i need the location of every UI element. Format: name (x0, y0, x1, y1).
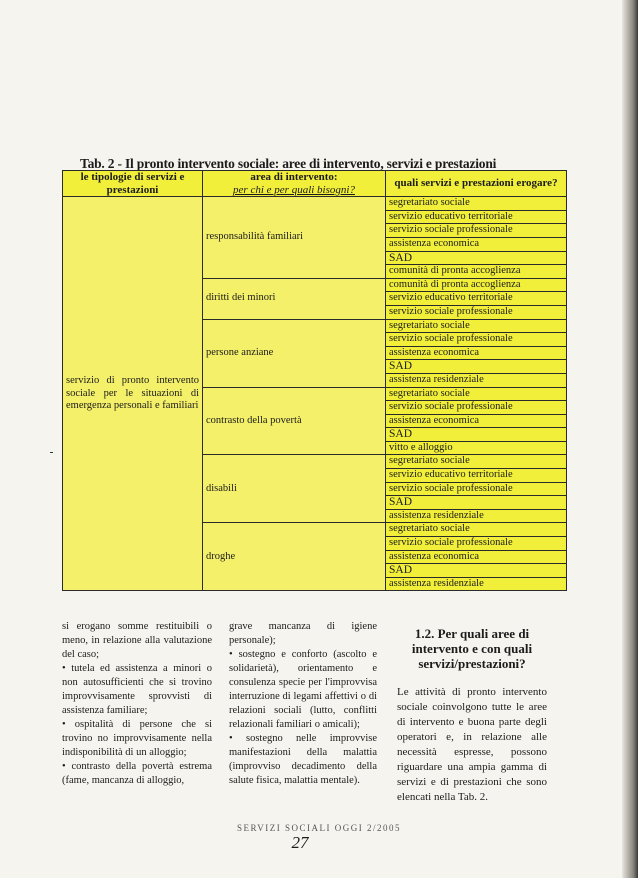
service-cell: servizio sociale professionale (386, 333, 567, 347)
service-cell: comunità di pronta accoglienza (386, 278, 567, 292)
text-column-1 (62, 620, 212, 788)
paragraph: • contrasto della povertà estrema (fame, mancanza di alloggio, (62, 761, 212, 786)
text-column-3 (397, 620, 547, 805)
service-cell: assistenza economica (386, 414, 567, 428)
service-cell: servizio sociale professionale (386, 224, 567, 238)
service-cell: segretariato sociale (386, 319, 567, 333)
area-cell: droghe (203, 523, 386, 591)
service-cell: servizio educativo territoriale (386, 469, 567, 483)
header-tipologie: le tipologie di servizi e prestazioni (63, 171, 203, 197)
service-cell: segretariato sociale (386, 197, 567, 211)
service-cell: servizio sociale professionale (386, 401, 567, 415)
service-cell: SAD (386, 251, 567, 265)
service-cell: vitto e alloggio (386, 441, 567, 455)
service-cell: SAD (386, 428, 567, 442)
tipologia-cell: servizio di pronto intervento sociale per le situazioni di emergenza personali e familiari (63, 197, 203, 591)
service-cell: assistenza residenziale (386, 509, 567, 523)
header-area (203, 171, 386, 197)
service-cell: comunità di pronta accoglienza (386, 265, 567, 279)
table-header-row (63, 171, 567, 197)
paragraph: si erogano somme restituibili o meno, in relazione alla valutazione del caso; (62, 621, 212, 660)
service-cell: servizio educativo territoriale (386, 210, 567, 224)
header-area-main: area di intervento: (250, 171, 338, 183)
text-column-2 (229, 620, 377, 788)
paragraph: • sostegno e conforto (ascolto e solidarietà), orientamento e consulenza specie per l'improvvisa interruzione di legami affettivi o di relazioni sociali (lutto, conflitti relazionali familiari o amicali); (229, 649, 377, 730)
paragraph: • ospitalità di persone che si trovino no improvvisamente nella indisponibilità di un alloggio; (62, 719, 212, 758)
header-servizi: quali servizi e prestazioni erogare? (386, 171, 567, 197)
service-cell: segretariato sociale (386, 387, 567, 401)
page-number: 27 (291, 833, 309, 852)
service-cell: SAD (386, 496, 567, 510)
journal-footer: SERVIZI SOCIALI OGGI 2/2005 (236, 823, 402, 833)
service-cell: servizio educativo territoriale (386, 292, 567, 306)
service-cell: SAD (386, 564, 567, 578)
services-table (62, 170, 567, 591)
table-caption: Tab. 2 - Il pronto intervento sociale: aree di intervento, servizi e prestazioni (80, 156, 497, 171)
service-cell: segretariato sociale (386, 455, 567, 469)
page-edge (622, 0, 638, 878)
paragraph: grave mancanza di igiene personale); (229, 621, 377, 646)
service-cell: assistenza residenziale (386, 577, 567, 591)
header-area-sub: per chi e per quali bisogni? (233, 183, 355, 196)
service-cell: assistenza economica (386, 237, 567, 251)
service-cell: assistenza economica (386, 550, 567, 564)
table-row (63, 197, 567, 211)
service-cell: assistenza economica (386, 346, 567, 360)
section-body: Le attività di pronto intervento sociale coinvolgono tutte le aree di intervento e buona parte degli operatori e, in relazione alle necessità espresse, possono riguardare una ampia gamma di servizi e di prestazioni che sono elencati nella Tab. 2. (397, 686, 547, 803)
margin-mark (50, 452, 53, 453)
service-cell: assistenza residenziale (386, 373, 567, 387)
service-cell: servizio sociale professionale (386, 482, 567, 496)
area-cell: diritti dei minori (203, 278, 386, 319)
paragraph: • tutela ed assistenza a minori o non autosufficienti che si trovino improvvisamente sprovvisti di assistenza familiare; (62, 663, 212, 716)
area-cell: persone anziane (203, 319, 386, 387)
service-cell: servizio sociale professionale (386, 537, 567, 551)
service-cell: servizio sociale professionale (386, 305, 567, 319)
area-cell: responsabilità familiari (203, 197, 386, 279)
service-cell: segretariato sociale (386, 523, 567, 537)
area-cell: disabili (203, 455, 386, 523)
paragraph: • sostegno nelle improvvise manifestazioni della malattia (improvviso decadimento della salute fisica, malattia mentale). (229, 733, 377, 786)
service-cell: SAD (386, 360, 567, 374)
table-body (63, 197, 567, 591)
section-heading: 1.2. Per quali aree di intervento e con quali servizi/prestazioni? (411, 626, 533, 671)
area-cell: contrasto della povertà (203, 387, 386, 455)
